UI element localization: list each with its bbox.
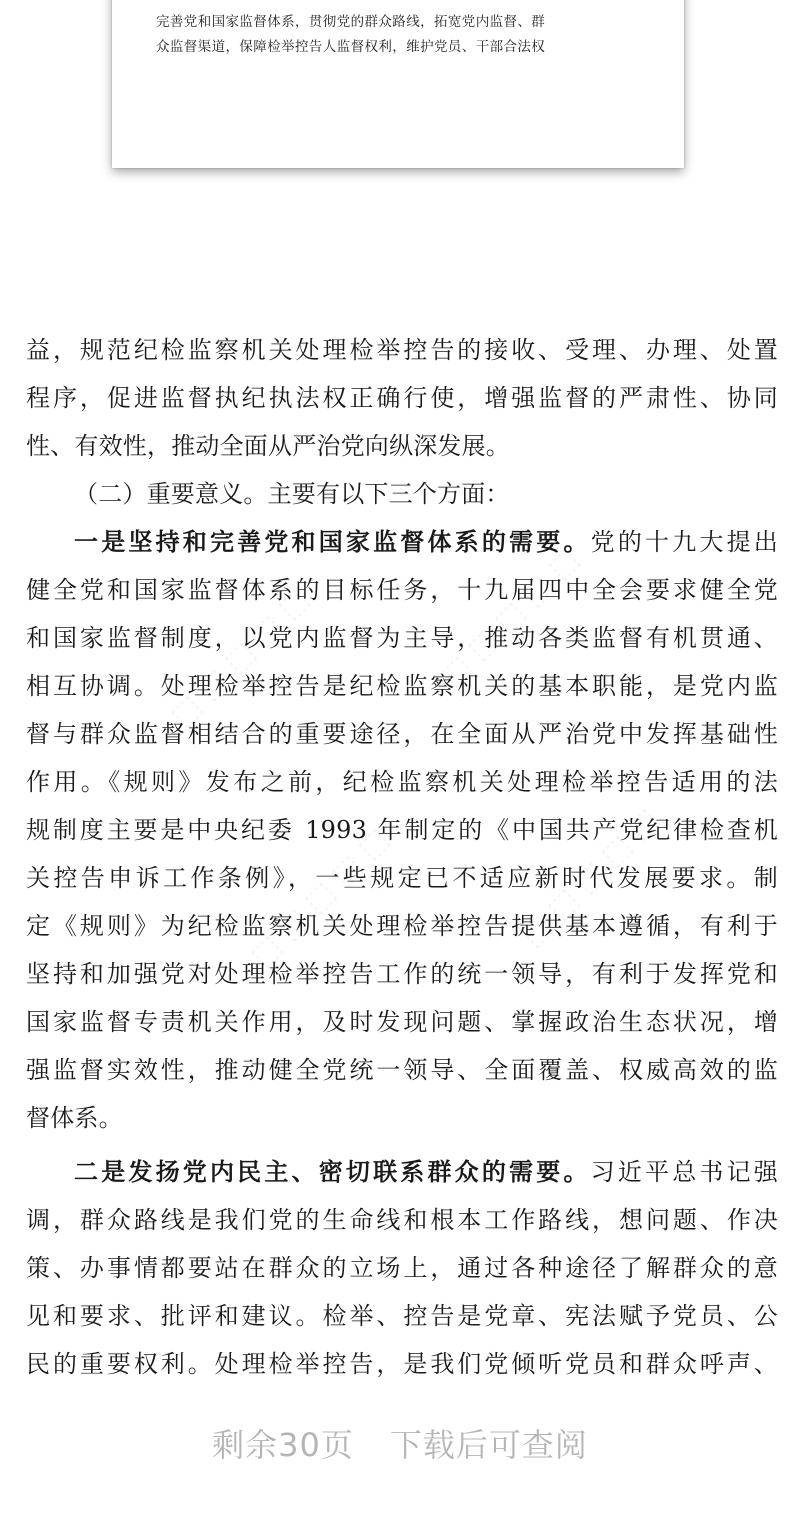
watermark: ⬚ ⬚ ⬚ ⬚ ⬚ — [433, 541, 586, 694]
point-two-title: 二是发扬党内民主、密切联系群众的需要。 — [74, 1157, 591, 1186]
text-line: 性、有效性，推动全面从严治党向纵深发展。 — [26, 432, 510, 460]
point-one-text: 党的十九大提出 — [590, 528, 778, 556]
text-line: 民的重要权利。处理检举控告，是我们党倾听党员和群众呼声、 — [26, 1350, 778, 1378]
point-two-text: 习近平总书记强 — [590, 1158, 778, 1186]
text-line: 关控告申诉工作条例》，一些规定已不适应新时代发展要求。制 — [26, 864, 778, 892]
text-line: 策、办事情都要站在群众的立场上，通过各种途径了解群众的意 — [26, 1254, 778, 1282]
text-line: 见和要求、批评和建议。检举、控告是党章、宪法赋予党员、公 — [26, 1302, 778, 1330]
text-line: 益，规范纪检监察机关处理检举控告的接收、受理、办理、处置 — [26, 336, 778, 364]
text-line: 调，群众路线是我们党的生命线和根本工作路线，想问题、作决 — [26, 1206, 778, 1234]
preview-page-card — [112, 0, 684, 168]
text-line: 相互协调。处理检举控告是纪检监察机关的基本职能，是党内监 — [26, 672, 778, 700]
section-heading: （二）重要意义。主要有以下三个方面： — [74, 480, 510, 508]
text-line: 和国家监督制度，以党内监督为主导，推动各类监督有机贯通、 — [26, 624, 778, 652]
text-line: 健全党和国家监督体系的目标任务，十九届四中全会要求健全党 — [26, 576, 778, 604]
point-one-title: 一是坚持和完善党和国家监督体系的需要。 — [74, 527, 591, 556]
point-one-first-line — [26, 518, 778, 566]
preview-text — [156, 10, 646, 60]
document-body — [26, 326, 778, 1388]
preview-line: 完善党和国家监督体系，贯彻党的群众路线，拓宽党内监督、群 — [156, 14, 546, 30]
text-line: 强监督实效性，推动健全党统一领导、全面覆盖、权威高效的监 — [26, 1056, 778, 1084]
text-line: 督体系。 — [26, 1104, 123, 1132]
watermark: ⬚ ⬚ ⬚ ⬚ ⬚ — [163, 581, 316, 734]
text-line: 定《规则》为纪检监察机关处理检举控告提供基本遵循，有利于 — [26, 912, 778, 940]
text-line: 作用。《规则》发布之前，纪检监察机关处理检举控告适用的法 — [26, 768, 778, 796]
watermark: ⬚ ⬚ ⬚ ⬚ ⬚ — [513, 801, 666, 954]
remaining-pages-download-prompt[interactable] — [0, 1420, 800, 1466]
watermark: ⬚ ⬚ ⬚ ⬚ ⬚ — [243, 821, 396, 974]
text-line: 国家监督专责机关作用，及时发现问题、掌握政治生态状况，增 — [26, 1008, 778, 1036]
text-line: 坚持和加强党对处理检举控告工作的统一领导，有利于发挥党和 — [26, 960, 778, 988]
text-line: 规制度主要是中央纪委 1993 年制定的《中国共产党纪律检查机 — [26, 816, 778, 844]
download-to-view-label[interactable]: 下载后可查阅 — [389, 1426, 588, 1464]
remaining-pages-label[interactable]: 剩余30页 — [212, 1426, 354, 1464]
text-line: 督与群众监督相结合的重要途径，在全面从严治党中发挥基础性 — [26, 720, 778, 748]
point-two-first-line — [26, 1148, 778, 1196]
preview-line: 众监督渠道，保障检举控告人监督权利，维护党员、干部合法权 — [156, 39, 546, 55]
text-line: 程序，促进监督执纪执法权正确行使，增强监督的严肃性、协同 — [26, 384, 778, 412]
